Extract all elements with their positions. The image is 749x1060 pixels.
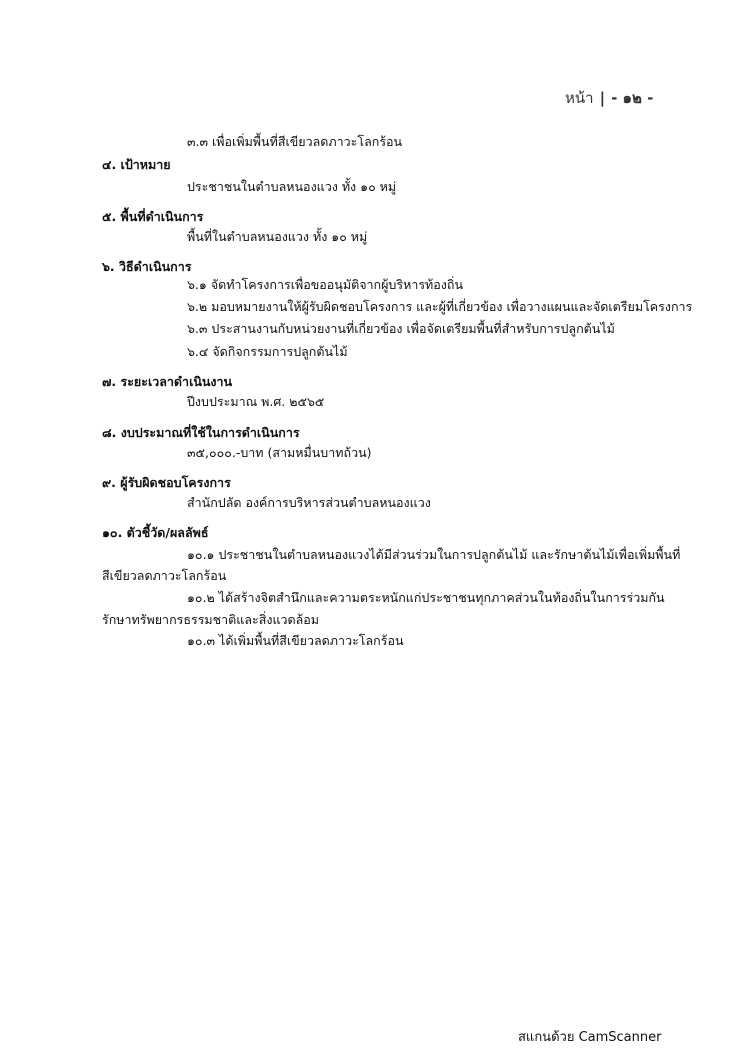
responsible-text: สำนักปลัด องค์การบริหารส่วนตำบลหนองแวง (187, 495, 431, 510)
method-6-3: ๖.๓ ประสานงานกับหน่วยงานที่เกี่ยวข้อง เพื่อจัดเตรียมพื้นที่สำหรับการปลูกต้นไม้ (187, 321, 615, 336)
indicator-10-3: ๑๐.๓ ได้เพิ่มพื้นที่สีเขียวลดภาวะโลกร้อน (187, 633, 404, 648)
budget-text: ๓๕,๐๐๐.-บาท (สามหมื่นบาทถ้วน) (187, 445, 372, 460)
heading-duration: ๗. ระยะเวลาดำเนินงาน (102, 374, 233, 389)
indicator-10-1-line2: สีเขียวลดภาวะโลกร้อน (102, 568, 227, 583)
heading-method: ๖. วิธีดำเนินการ (102, 259, 192, 274)
page-number (565, 86, 653, 110)
heading-responsible: ๙. ผู้รับผิดชอบโครงการ (102, 475, 231, 490)
area-text: พื้นที่ในตำบลหนองแวง ทั้ง ๑๐ หมู่ (187, 229, 368, 244)
indicator-10-2-line2: รักษาทรัพยากรธรรมชาติและสิ่งแวดล้อม (102, 612, 320, 627)
heading-budget: ๘. งบประมาณที่ใช้ในการดำเนินการ (102, 425, 300, 440)
method-6-2: ๖.๒ มอบหมายงานให้ผู้รับผิดชอบโครงการ และผู้ที่เกี่ยวข้อง เพื่อวางแผนและจัดเตรียมโครงการ (187, 299, 693, 314)
page-value: - ๑๒ - (611, 89, 654, 107)
indicator-10-2-line1: ๑๐.๒ ได้สร้างจิตสำนึกและความตระหนักแก่ประชาชนทุกภาคส่วนในท้องถิ่นในการร่วมกัน (187, 590, 665, 605)
indicator-10-1-line1: ๑๐.๑ ประชาชนในตำบลหนองแวงได้มีส่วนร่วมในการปลูกต้นไม้ และรักษาต้นไม้เพื่อเพิ่มพื้นที่ (187, 547, 681, 562)
page-label: หน้า (565, 89, 594, 107)
page-separator: | (599, 89, 606, 107)
heading-indicators: ๑๐. ตัวชี้วัด/ผลลัพธ์ (102, 525, 209, 540)
objective-3-3: ๓.๓ เพื่อเพิ่มพื้นที่สีเขียวลดภาวะโลกร้อน (187, 134, 403, 149)
target-text: ประชาชนในตำบลหนองแวง ทั้ง ๑๐ หมู่ (187, 179, 397, 194)
method-6-4: ๖.๔ จัดกิจกรรมการปลูกต้นไม้ (187, 344, 348, 359)
heading-target: ๔. เป้าหมาย (102, 157, 171, 172)
scanner-watermark: สแกนด้วย CamScanner (518, 1030, 662, 1045)
method-6-1: ๖.๑ จัดทำโครงการเพื่อขออนุมัติจากผู้บริหารท้องถิ่น (187, 277, 464, 292)
duration-text: ปีงบประมาณ พ.ศ. ๒๕๖๕ (187, 394, 325, 409)
heading-area: ๕. พื้นที่ดำเนินการ (102, 209, 204, 224)
